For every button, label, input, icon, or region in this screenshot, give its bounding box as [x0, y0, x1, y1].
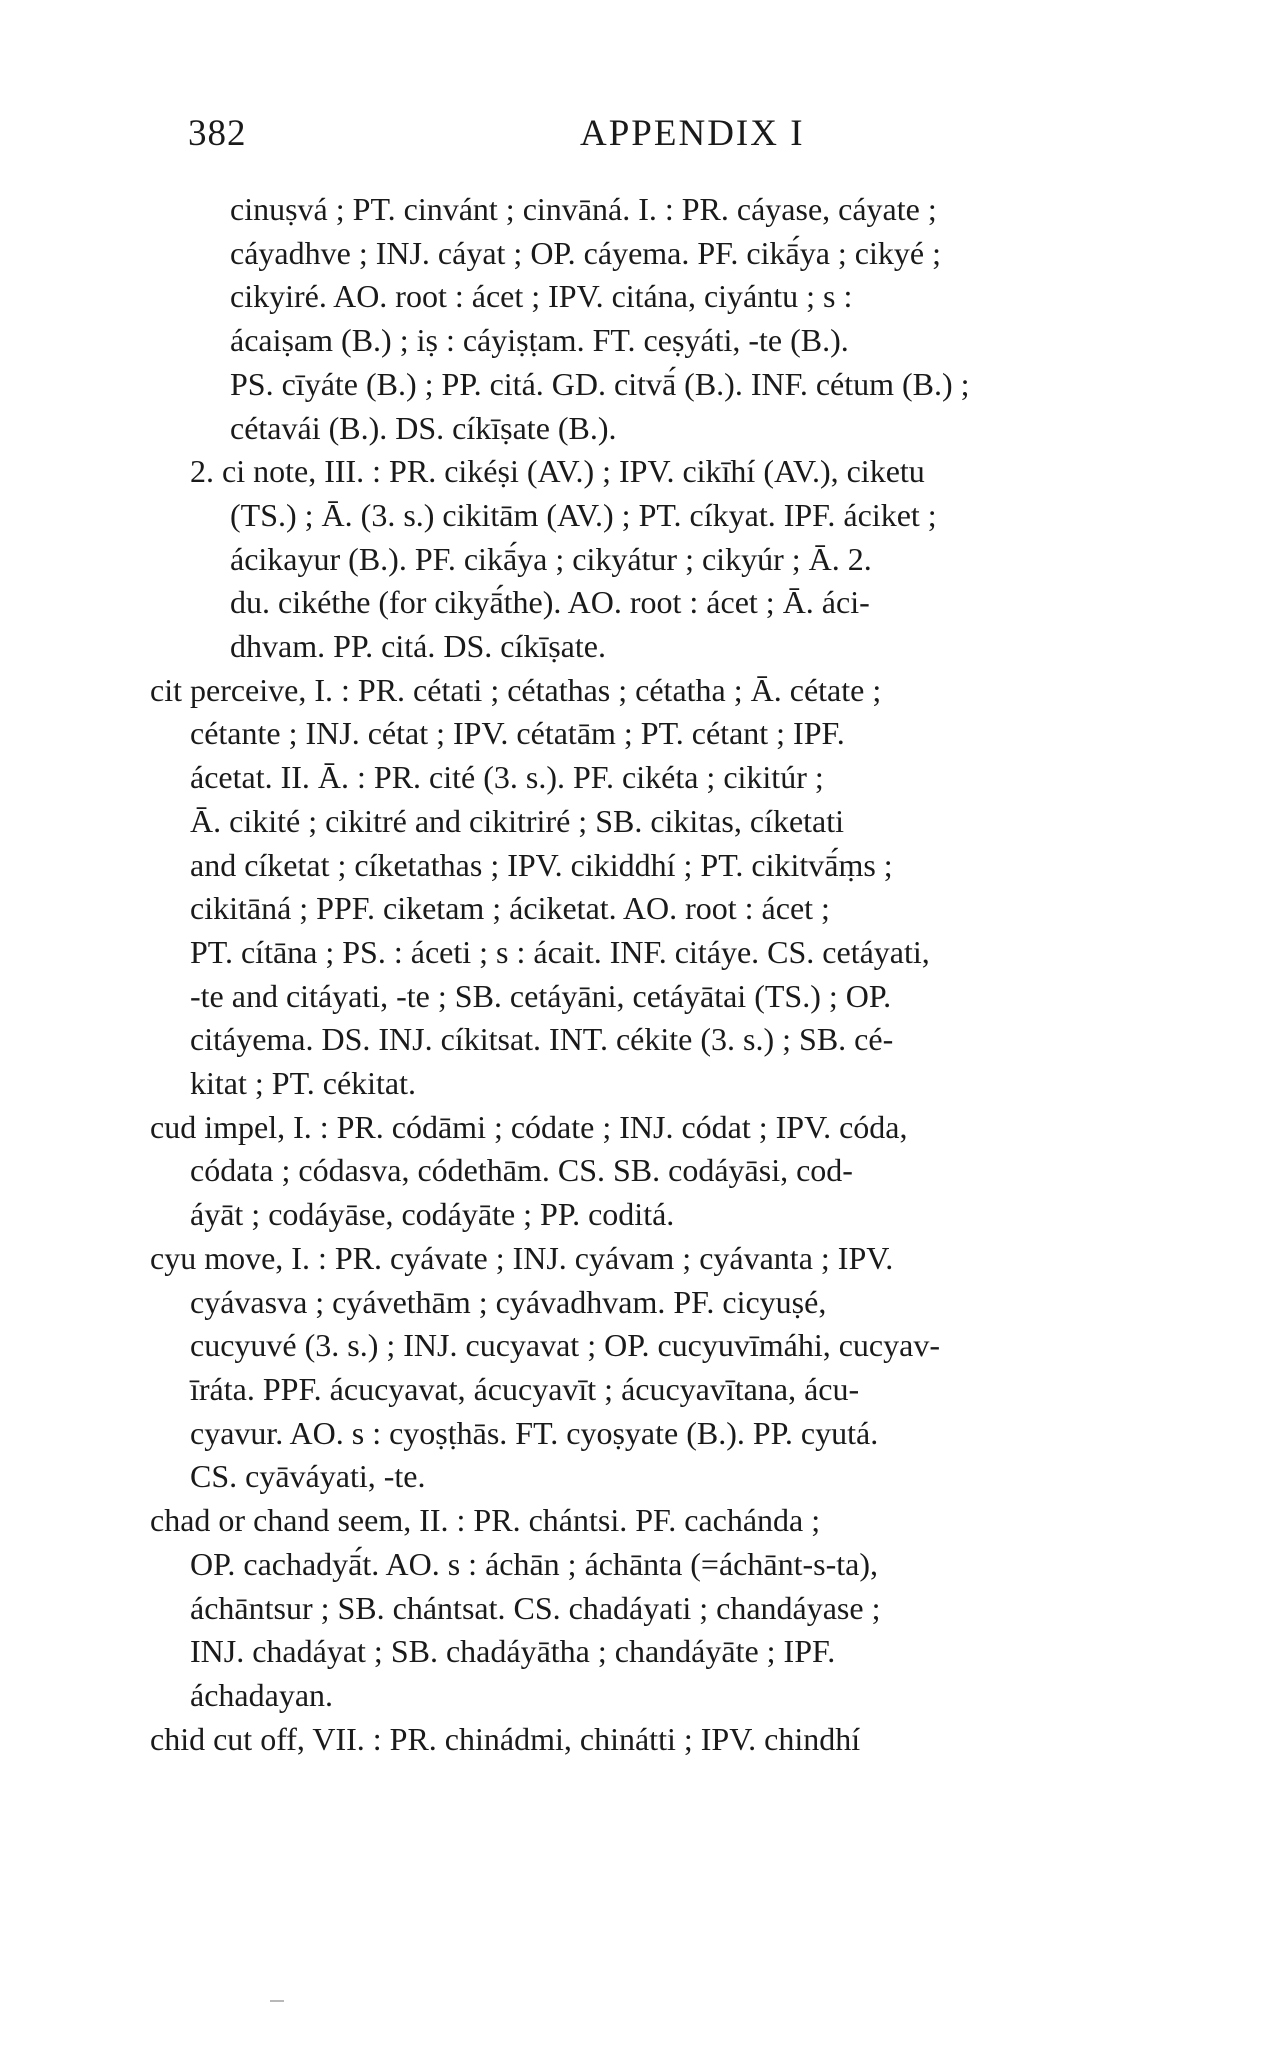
entry-line: citáyema. DS. INJ. cíkitsat. INT. cékite (3. s.) ; SB. cé-	[190, 1021, 894, 1058]
entry-line: ácaiṣam (B.) ; iṣ : cáyiṣṭam. FT. ceṣyáti, -te (B.).	[230, 322, 849, 359]
entry-line: INJ. chadáyat ; SB. chadáyātha ; chandáyāte ; IPF.	[190, 1633, 836, 1670]
entry-line: (TS.) ; Ā. (3. s.) cikitām (AV.) ; PT. cíkyat. IPF. áciket ;	[230, 496, 937, 533]
entry-headword-line: chad or chand seem, II. : PR. chántsi. PF. cachánda ;	[150, 1502, 821, 1539]
entry-headword-line: cit perceive, I. : PR. cétati ; cétathas ; cétatha ; Ā. cétate ;	[150, 671, 882, 708]
entry-line: dhvam. PP. citá. DS. cíkīṣate.	[230, 628, 606, 665]
entry-line: CS. cyāváyati, -te.	[190, 1458, 426, 1495]
running-title: APPENDIX I	[580, 113, 805, 154]
entry-line: áchadayan.	[190, 1676, 334, 1713]
entry-line: cucyuvé (3. s.) ; INJ. cucyavat ; OP. cucyuvīmáhi, cucyav-	[190, 1327, 940, 1364]
dictionary-entry-cit	[150, 669, 1240, 1106]
entry-line: du. cikéthe (for cikyā́the). AO. root : ácet ; Ā. áci-	[230, 584, 870, 621]
entry-line: cyavur. AO. s : cyoṣṭhās. FT. cyoṣyate (B.). PP. cyutá.	[190, 1414, 879, 1451]
entry-line: īráta. PPF. ácucyavat, ácucyavīt ; ácucyavītana, ácu-	[190, 1370, 860, 1407]
page-number: 382	[188, 113, 247, 154]
dictionary-entry-continued	[190, 188, 1240, 450]
dictionary-entry-chid	[150, 1718, 1240, 1762]
entry-line: OP. cachadyā́t. AO. s : áchān ; áchānta (=áchānt-s-ta),	[190, 1545, 878, 1582]
entry-line: ácikayur (B.). PF. cikā́ya ; cikyátur ; cikyúr ; Ā. 2.	[230, 540, 872, 577]
entry-line: áchāntsur ; SB. chántsat. CS. chadáyati ; chandáyase ;	[190, 1589, 881, 1626]
dictionary-entry-cud	[150, 1106, 1240, 1237]
entry-line: cikyiré. AO. root : ácet ; IPV. citána, ciyántu ; s :	[230, 278, 853, 315]
entry-line: cétavái (B.). DS. cíkīṣate (B.).	[230, 409, 617, 446]
entry-headword-line: cyu move, I. : PR. cyávate ; INJ. cyávam ; cyávanta ; IPV.	[150, 1239, 894, 1276]
dictionary-entry-ci-note	[190, 450, 1240, 669]
entry-line: Ā. cikité ; cikitré and cikitriré ; SB. cikitas, cíketati	[190, 802, 845, 839]
running-head	[188, 112, 1120, 156]
entry-line: cáyadhve ; INJ. cáyat ; OP. cáyema. PF. cikā́ya ; cikyé ;	[230, 234, 941, 271]
entry-line: cinuṣvá ; PT. cinvánt ; cinvāná. I. : PR. cáyase, cáyate ;	[230, 191, 937, 227]
entry-line: cikitāná ; PPF. ciketam ; áciketat. AO. root : ácet ;	[190, 890, 830, 927]
dictionary-entry-cyu	[150, 1237, 1240, 1499]
entry-line: PS. cīyáte (B.) ; PP. citá. GD. citvā́ (B.). INF. cétum (B.) ;	[230, 365, 970, 402]
entry-headword-line: cud impel, I. : PR. códāmi ; códate ; INJ. códat ; IPV. códa,	[150, 1108, 908, 1145]
entry-line: cétante ; INJ. cétat ; IPV. cétatām ; PT. cétant ; IPF.	[190, 715, 845, 752]
entry-line: -te and citáyati, -te ; SB. cetáyāni, cetáyātai (TS.) ; OP.	[190, 977, 892, 1014]
entry-list	[150, 188, 1240, 1761]
entry-line: ácetat. II. Ā. : PR. cité (3. s.). PF. cikéta ; cikitúr ;	[190, 759, 824, 796]
entry-line: kitat ; PT. cékitat.	[190, 1065, 417, 1102]
dictionary-entry-chad	[150, 1499, 1240, 1718]
page-mark	[270, 2000, 284, 2002]
entry-line: cyávasva ; cyávethām ; cyávadhvam. PF. cicyuṣé,	[190, 1283, 827, 1320]
entry-line: and cíketat ; cíketathas ; IPV. cikiddhí ; PT. cikitvā́ṃs ;	[190, 846, 893, 883]
entry-headword-line: chid cut off, VII. : PR. chinádmi, chinátti ; IPV. chindhí	[150, 1720, 861, 1757]
entry-line: códata ; códasva, códethām. CS. SB. codáyāsi, cod-	[190, 1152, 853, 1189]
entry-line: 2. ci note, III. : PR. cikéṣi (AV.) ; IPV. cikīhí (AV.), ciketu	[190, 453, 925, 490]
entry-line: áyāt ; codáyāse, codáyāte ; PP. coditá.	[190, 1196, 675, 1233]
entry-line: PT. cítāna ; PS. : áceti ; s : ácait. INF. citáye. CS. cetáyati,	[190, 933, 930, 970]
